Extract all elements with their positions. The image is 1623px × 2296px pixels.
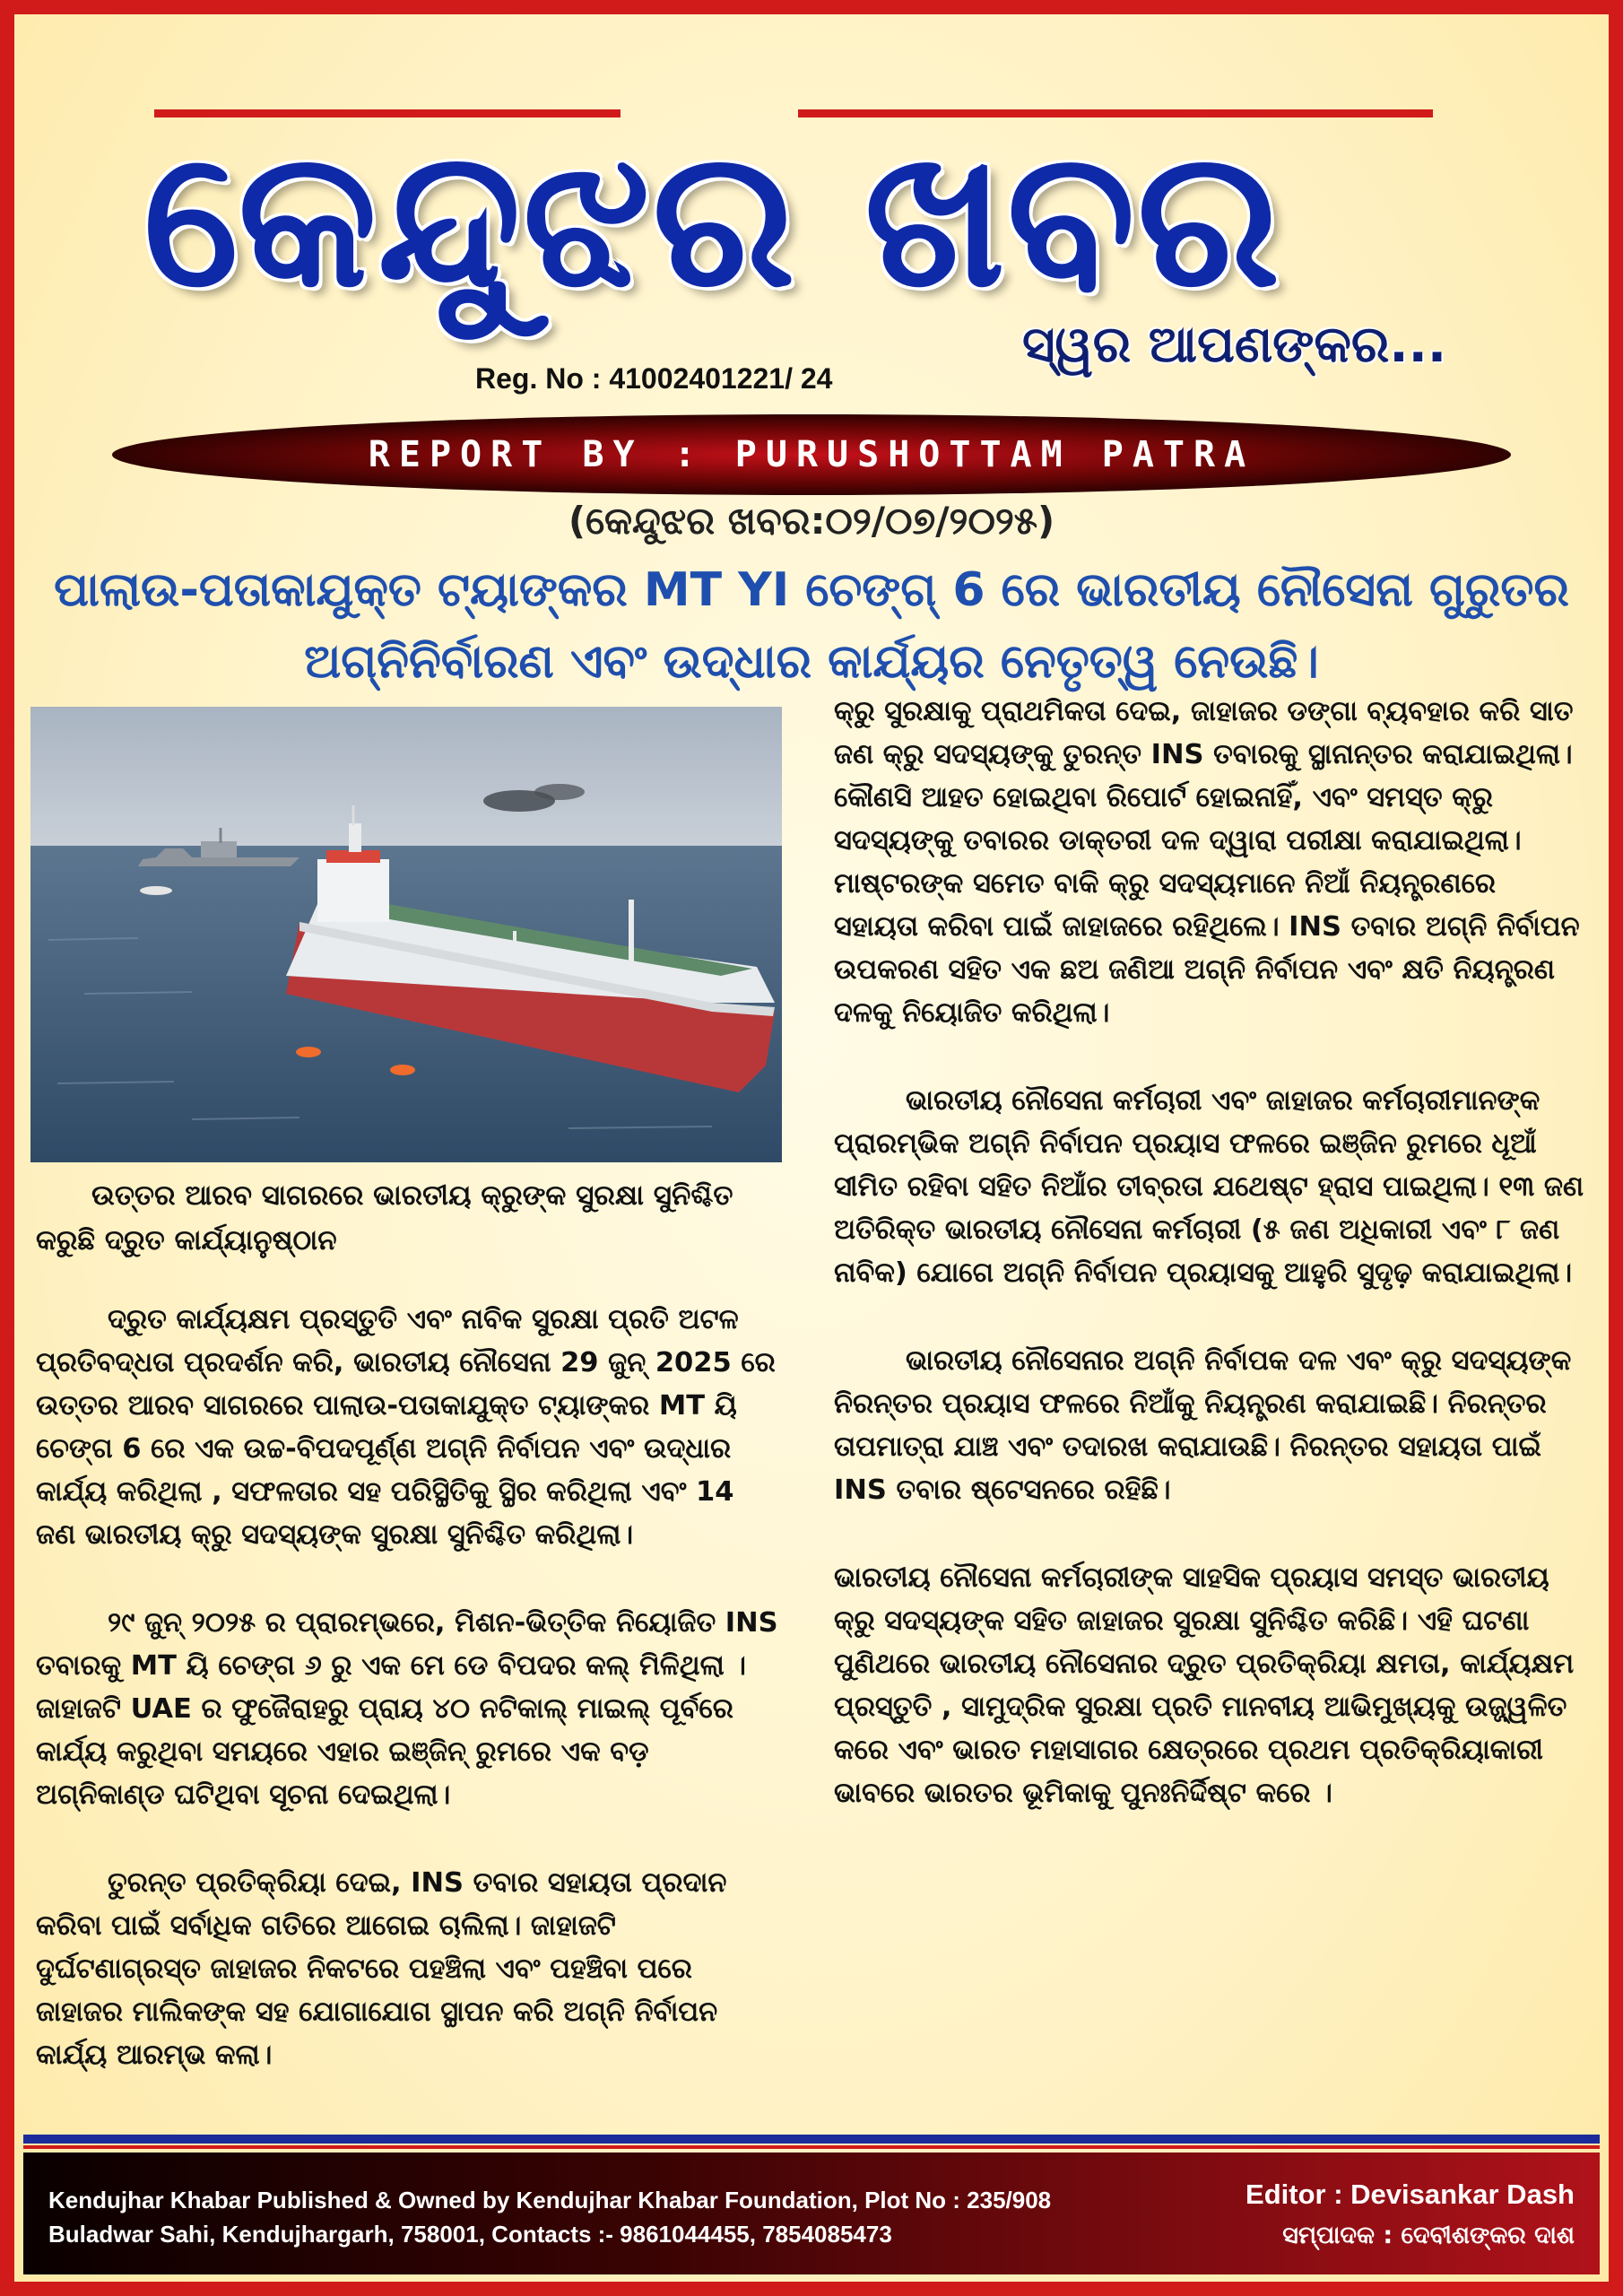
editor-info bbox=[1245, 2174, 1575, 2257]
footer-rule-red bbox=[23, 2145, 1600, 2149]
headline-line-2: ଅଗ୍ନିନିର୍ବାରଣ ଏବଂ ଉଦ୍ଧାର କାର୍ଯ୍ୟର ନେତୃତ୍ୱ ନେଉଛି। bbox=[304, 635, 1319, 689]
headline-line-1: ପାଲାଉ-ପତାକାଯୁକ୍ତ ଟ୍ୟାଙ୍କର MT YI ଚେଙ୍ଗ୍ 6 ରେ ଭାରତୀୟ ନୌସେନା ଗୁରୁତର bbox=[54, 563, 1569, 617]
article-paragraph: ଭାରତୀୟ ନୌସେନା କର୍ମଚାରୀ ଏବଂ ଜାହାଜର କର୍ମଚାରୀମାନଙ୍କ ପ୍ରାରମ୍ଭିକ ଅଗ୍ନି ନିର୍ବାପନ ପ୍ରୟାସ ଫଳରେ ଇଞ୍ଜିନ ରୁମରେ ଧୂଆଁ ସୀମିତ ରହିବା ସହିତ ନିଆଁର ତୀବ୍ରତା ଯଥେଷ୍ଟ ହ୍ରାସ ପାଇଥିଲା। ୧୩ ଜଣ ଅତିରିକ୍ତ ଭାରତୀୟ ନୌସେନା କର୍ମଚାରୀ (୫ ଜଣ ଅଧିକାରୀ ଏବଂ ୮ ଜଣ ନାବିକ) ଯୋଗେ ଅଗ୍ନି ନିର୍ବାପନ ପ୍ରୟାସକୁ ଆହୁରି ସୁଦୃଢ଼ କରାଯାଇଥିଲା। bbox=[834, 1085, 1584, 1289]
tanker-at-sea-image bbox=[30, 707, 782, 1162]
masthead-tagline: ସ୍ୱର ଆପଣଙ୍କର... bbox=[1022, 316, 1447, 374]
article-column-left bbox=[36, 1299, 780, 2122]
editor-english: Editor : Devisankar Dash bbox=[1245, 2179, 1575, 2210]
article-paragraph: ଭାରତୀୟ ନୌସେନାର ଅଗ୍ନି ନିର୍ବାପକ ଦଳ ଏବଂ କ୍ରୁ ସଦସ୍ୟଙ୍କ ନିରନ୍ତର ପ୍ରୟାସ ଫଳରେ ନିଆଁକୁ ନିୟନ୍ତ୍ରଣ କରାଯାଇଛି। ନିରନ୍ତର ତାପମାତ୍ରା ଯାଞ୍ଚ ଏବଂ ତଦାରଖ କରାଯାଉଛି। ନିରନ୍ତର ସହାୟତା ପାଇଁ INS ତବାର ଷ୍ଟେସନରେ ରହିଛି। bbox=[834, 1345, 1572, 1506]
footer bbox=[23, 2152, 1600, 2274]
article-paragraph: ତୁରନ୍ତ ପ୍ରତିକ୍ରିୟା ଦେଇ, INS ତବାର ସହାୟତା ପ୍ରଦାନ କରିବା ପାଇଁ ସର୍ବାଧିକ ଗତିରେ ଆଗେଇ ଚାଲିଲା। ଜାହାଜଟି ଦୁର୍ଘଟଣାଗ୍ରସ୍ତ ଜାହାଜର ନିକଟରେ ପହଞ୍ଚିଲା ଏବଂ ପହଞ୍ଚିବା ପରେ ଜାହାଜର ମାଲିକଙ୍କ ସହ ଯୋଗାଯୋଗ ସ୍ଥାପନ କରି ଅଗ୍ନି ନିର୍ବାପନ କାର୍ଯ୍ୟ ଆରମ୍ଭ କଲା। bbox=[36, 1867, 727, 2071]
article-paragraph: ଦ୍ରୁତ କାର୍ଯ୍ୟକ୍ଷମ ପ୍ରସ୍ତୁତି ଏବଂ ନାବିକ ସୁରକ୍ଷା ପ୍ରତି ଅଟଳ ପ୍ରତିବଦ୍ଧତା ପ୍ରଦର୍ଶନ କରି, ଭାରତୀୟ ନୌସେନା 29 ଜୁନ୍ 2025 ରେ ଉତ୍ତର ଆରବ ସାଗରରେ ପାଲାଉ-ପତାକାଯୁକ୍ତ ଟ୍ୟାଙ୍କର MT ୟି ଚେଙ୍ଗ 6 ରେ ଏକ ଉଚ୍ଚ-ବିପଦପୂର୍ଣ୍ଣ ଅଗ୍ନି ନିର୍ବାପନ ଏବଂ ଉଦ୍ଧାର କାର୍ଯ୍ୟ କରିଥିଲା , ସଫଳତାର ସହ ପରିସ୍ଥିତିକୁ ସ୍ଥିର କରିଥିଲା ଏବଂ 14 ଜଣ ଭାରତୀୟ କ୍ରୁ ସଦସ୍ୟଙ୍କ ସୁରକ୍ଷା ସୁନିଶ୍ଚିତ କରିଥିଲା। bbox=[36, 1304, 776, 1551]
publisher-info bbox=[48, 2183, 1051, 2251]
article-headline bbox=[36, 554, 1587, 698]
publisher-line-1: Kendujhar Khabar Published & Owned by Kendujhar Khabar Foundation, Plot No : 235/908 bbox=[48, 2187, 1052, 2213]
article-paragraph: ଭାରତୀୟ ନୌସେନା କର୍ମଚାରୀଙ୍କ ସାହସିକ ପ୍ରୟାସ ସମସ୍ତ ଭାରତୀୟ କ୍ରୁ ସଦସ୍ୟଙ୍କ ସହିତ ଜାହାଜର ସୁରକ୍ଷା ସୁନିଶ୍ଚିତ କରିଛି। ଏହି ଘଟଣା ପୁଣିଥରେ ଭାରତୀୟ ନୌସେନାର ଦ୍ରୁତ ପ୍ରତିକ୍ରିୟା କ୍ଷମତା, କାର୍ଯ୍ୟକ୍ଷମ ପ୍ରସ୍ତୁତି , ସାମୁଦ୍ରିକ ସୁରକ୍ଷା ପ୍ରତି ମାନବୀୟ ଆଭିମୁଖ୍ୟକୁ ଉଜ୍ଜ୍ୱଳିତ କରେ ଏବଂ ଭାରତ ମହାସାଗର କ୍ଷେତ୍ରରେ ପ୍ରଥମ ପ୍ରତିକ୍ରିୟାକାରୀ ଭାବରେ ଭାରତର ଭୂମିକାକୁ ପୁନଃନିର୍ଦ୍ଦିଷ୍ଟ କରେ । bbox=[834, 1562, 1575, 1809]
article-paragraph: କ୍ରୁ ସୁରକ୍ଷାକୁ ପ୍ରାଥମିକତା ଦେଇ, ଜାହାଜର ଡଙ୍ଗା ବ୍ୟବହାର କରି ସାତ ଜଣ କ୍ରୁ ସଦସ୍ୟଙ୍କୁ ତୁରନ୍ତ INS ତବାରକୁ ସ୍ଥାନାନ୍ତର କରାଯାଇଥିଲା। କୌଣସି ଆହତ ହୋଇଥିବା ରିପୋର୍ଟ ହୋଇନାହିଁ, ଏବଂ ସମସ୍ତ କ୍ରୁ ସଦସ୍ୟଙ୍କୁ ତବାରର ଡାକ୍ତରୀ ଦଳ ଦ୍ୱାରା ପରୀକ୍ଷା କରାଯାଇଥିଲା। ମାଷ୍ଟରଙ୍କ ସମେତ ବାକି କ୍ରୁ ସଦସ୍ୟମାନେ ନିଆଁ ନିୟନ୍ତ୍ରଣରେ ସହାୟତା କରିବା ପାଇଁ ଜାହାଜରେ ରହିଥିଲେ। INS ତବାର ଅଗ୍ନି ନିର୍ବାପନ ଉପକରଣ ସହିତ ଏକ ଛଅ ଜଣିଆ ଅଗ୍ନି ନିର୍ବାପନ ଏବଂ କ୍ଷତି ନିୟନ୍ତ୍ରଣ ଦଳକୁ ନିୟୋଜିତ କରିଥିଲା। bbox=[834, 696, 1580, 1029]
report-by-banner bbox=[112, 414, 1511, 495]
registration-number: Reg. No : 41002401221/ 24 bbox=[475, 362, 833, 395]
dateline: (କେନ୍ଦୁଝର ଖବର:୦୨/୦୭/୨୦୨୫) bbox=[568, 499, 1055, 543]
photo-caption: ଉତ୍ତର ଆରବ ସାଗରରେ ଭାରତୀୟ କ୍ରୁଙ୍କ ସୁରକ୍ଷା ସୁନିଶ୍ଚିତ କରୁଛି ଦ୍ରୁତ କାର୍ଯ୍ୟାନୁଷ୍ଠାନ bbox=[36, 1179, 733, 1257]
tanker-photo bbox=[30, 707, 782, 1162]
footer-rule-blue bbox=[23, 2135, 1600, 2144]
report-by-text: REPORT BY : PURUSHOTTAM PATRA bbox=[368, 434, 1255, 475]
masthead-title: କେନ୍ଦୁଝର ଖବର bbox=[143, 109, 1282, 329]
publisher-line-2: Buladwar Sahi, Kendujhargarh, 758001, Contacts :- 9861044455, 7854085473 bbox=[48, 2221, 892, 2248]
article-paragraph: ୨୯ ଜୁନ୍ ୨୦୨୫ ର ପ୍ରାରମ୍ଭରେ, ମିଶନ-ଭିତ୍ତିକ ନିୟୋଜିତ INS ତବାରକୁ MT ୟି ଚେଙ୍ଗ ୬ ରୁ ଏକ ମେ ଡେ ବିପଦର କଲ୍ ମିଳିଥିଲା । ଜାହାଜଟି UAE ର ଫୁଜୈରାହରୁ ପ୍ରାୟ ୪୦ ନଟିକାଲ୍ ମାଇଲ୍ ପୂର୍ବରେ କାର୍ଯ୍ୟ କରୁଥିବା ସମୟରେ ଏହାର ଇଞ୍ଜିନ୍ ରୁମରେ ଏକ ବଡ଼ ଅଗ୍ନିକାଣ୍ଡ ଘଟିଥିବା ସୂଚନା ଦେଇଥିଲା। bbox=[36, 1607, 778, 1811]
editor-odia: ସମ୍ପାଦକ : ଦେବୀଶଙ୍କର ଦାଶ bbox=[1282, 2222, 1575, 2249]
article-column-right bbox=[834, 691, 1589, 1860]
